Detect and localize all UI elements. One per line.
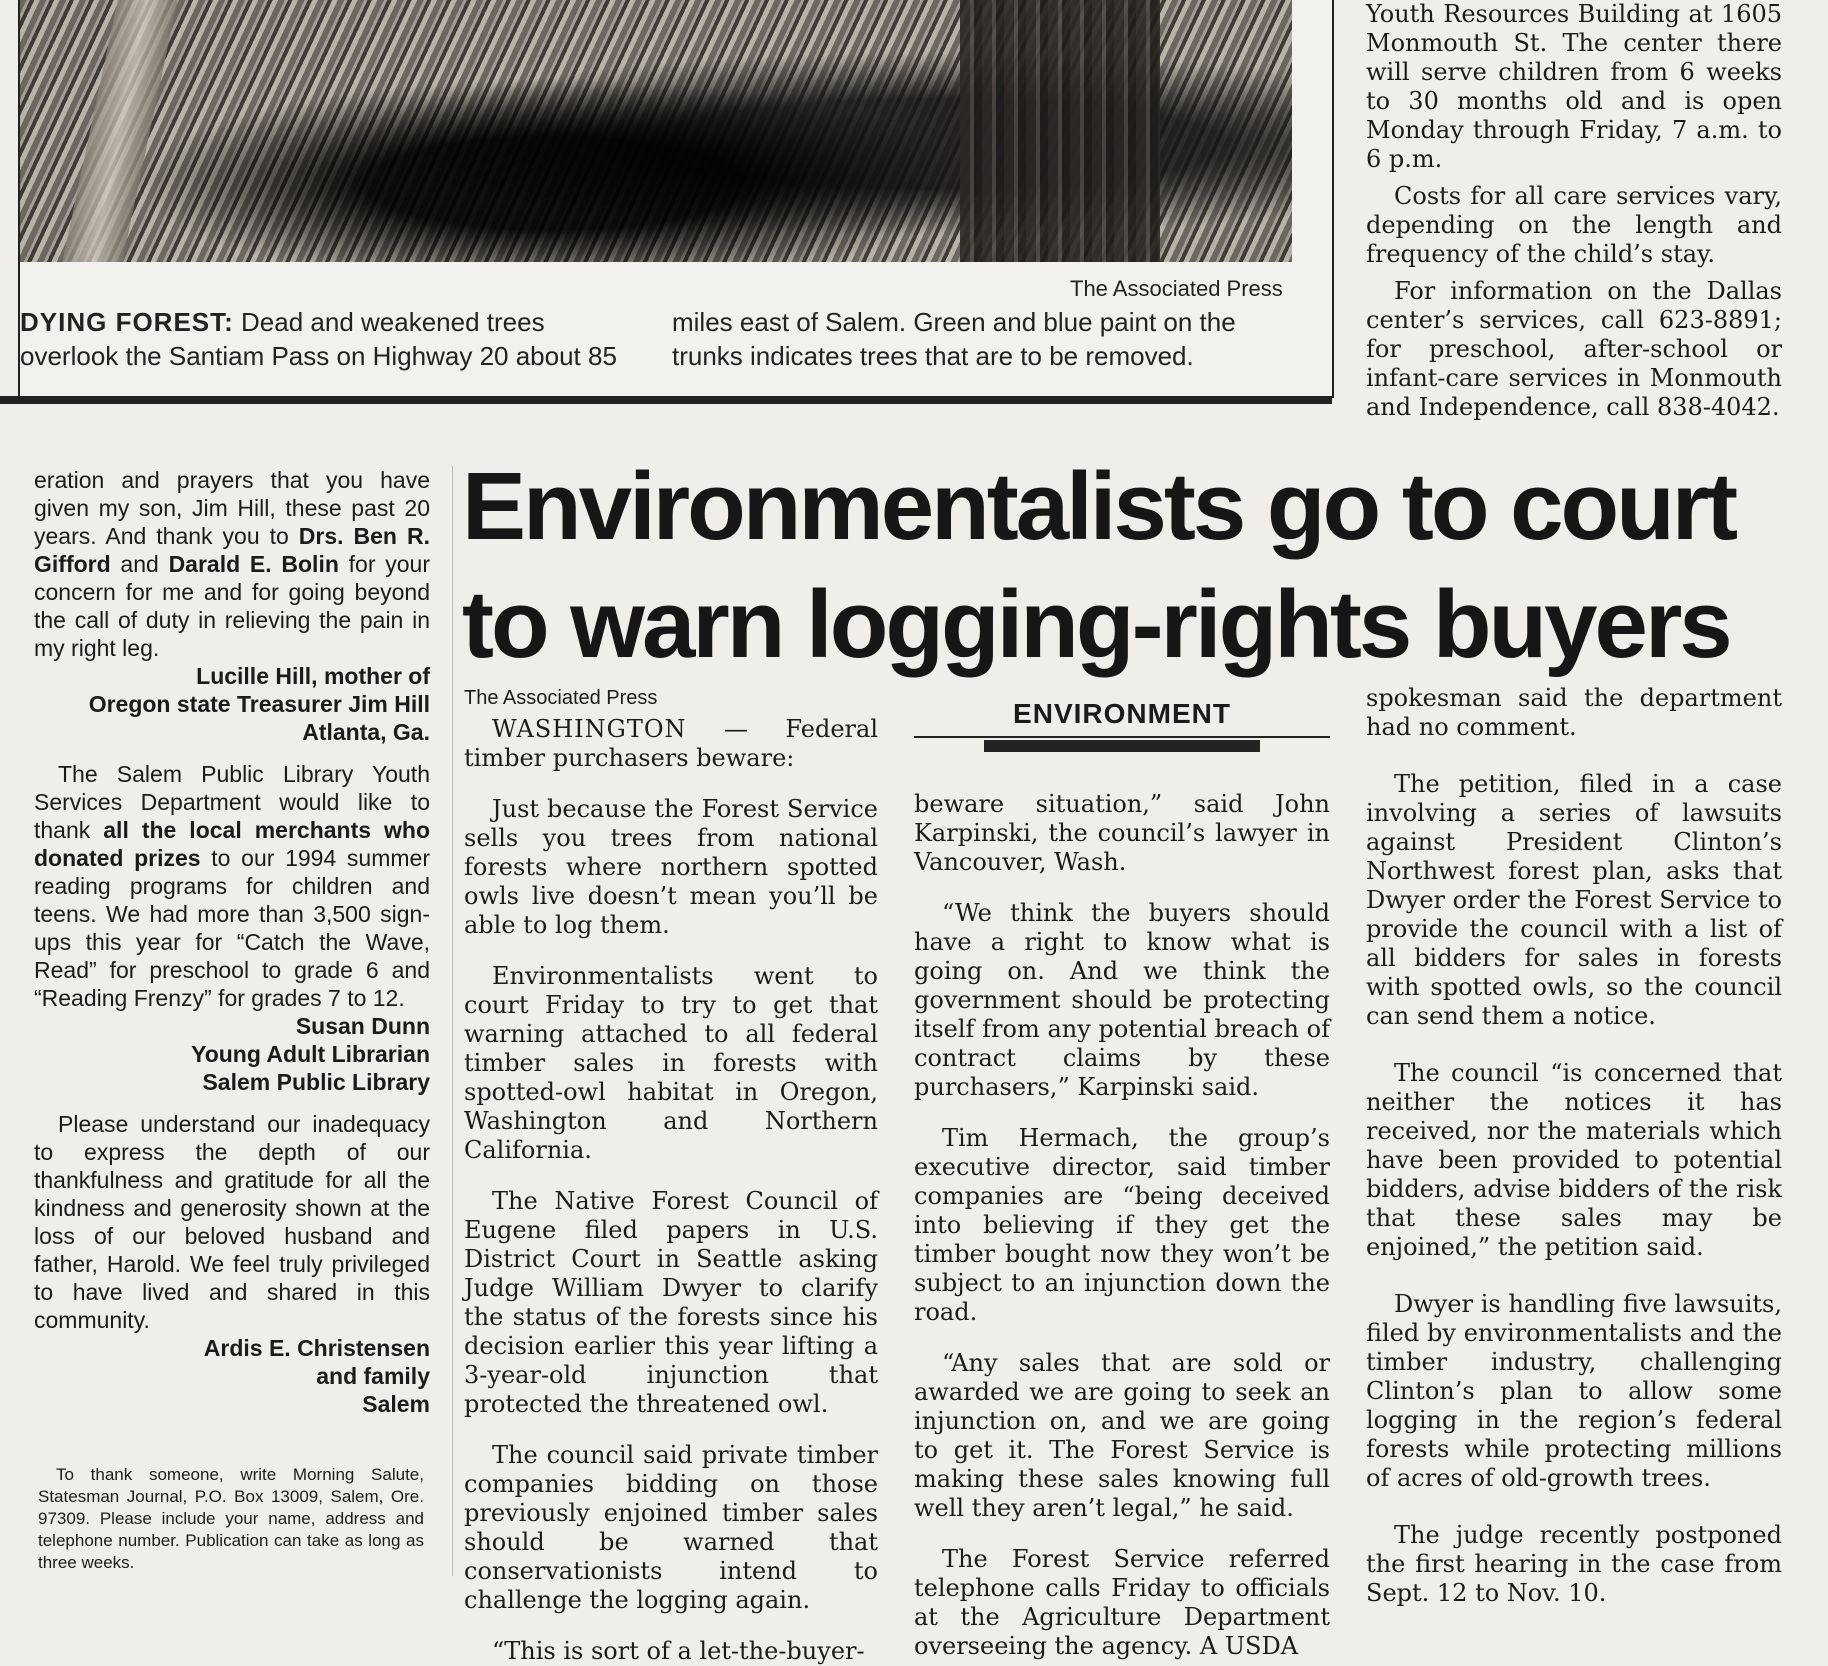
paragraph: The council “is concerned that neither the notices it has received, nor the materials which have been provided to potential bidders, advise bidders of the risk that these sales may be enjoined,” the petition said. [1366, 1059, 1782, 1261]
section-bar [984, 740, 1260, 752]
letter-signature: Susan Dunn [295, 1013, 430, 1039]
paragraph: “This is sort of a let-the-buyer- [492, 1637, 865, 1665]
paragraph: The Native Forest Council of Eugene filed papers in U.S. District Court in Seattle asking Judge William Dwyer to clarify the status of the forests since his decision earlier this year lifting a 3-year-old injunction that protected the threatened owl. [464, 1187, 878, 1418]
letter-text: eration and prayers that you have given my son, Jim Hill, these past 20 years. And thank you to [34, 467, 430, 549]
caption-text-1: Dead and weakened trees overlook the Santiam Pass on Highway 20 about 85 [20, 307, 617, 371]
paragraph: Just because the Forest Service sells you trees from national forests where northern spotted owls live doesn’t mean you’ll be able to log them. [464, 795, 878, 939]
photo-caption-left [20, 305, 640, 373]
article-column-2 [914, 790, 1330, 1661]
letter-signature: Atlanta, Ga. [302, 719, 430, 745]
paragraph: “We think the buyers should have a right to know what is going on. And we think the government should be protecting itself from any potential breach of contract claims by these purchasers,” Karpinski said. [914, 899, 1330, 1101]
letter-signature: Ardis E. Christensen [203, 1335, 430, 1361]
dateline: WASHINGTON — [492, 715, 749, 743]
caption-label: DYING FOREST: [20, 307, 234, 337]
letter-signature: Lucille Hill, mother of [196, 663, 430, 689]
letter-text: to our 1994 summer reading programs for children and teens. We had more than 3,500 sign-ups this year for “Catch the Wave, Read” for preschool to grade 6 and “Reading Frenzy” for grades 7 to 12. [34, 845, 430, 1011]
letter-signature: Oregon state Treasurer Jim Hill [88, 691, 430, 717]
section-label: ENVIRONMENT [1013, 698, 1231, 729]
paragraph: beware situation,” said John Karpinski, the council’s lawyer in Vancouver, Wash. [914, 790, 1330, 876]
paragraph: The Forest Service referred telephone calls Friday to officials at the Agriculture Department overseeing the agency. A USDA [914, 1545, 1330, 1660]
column-divider [452, 466, 453, 1576]
thank-you-letter [34, 1110, 430, 1418]
paragraph-text: Federal timber purchasers beware: [464, 715, 878, 772]
thank-you-letter [34, 466, 430, 746]
paragraph: Costs for all care services vary, depending on the length and frequency of the child’s stay. [1366, 182, 1782, 268]
paragraph: Dwyer is handling five lawsuits, filed by environmentalists and the timber industry, challenging Clinton’s plan to allow some logging in the region’s federal forests while protecting millions of acres of old-growth trees. [1366, 1290, 1782, 1492]
article-column-1 [464, 684, 878, 1666]
headline-line: Environmentalists go to court [462, 453, 1736, 560]
letter-signature: and family [316, 1363, 430, 1389]
article-column-3 [1366, 684, 1782, 1608]
letter-bold-name: all the local merchants who donated prizes [34, 817, 431, 871]
photo-caption-right: miles east of Salem. Green and blue paint on the trunks indicates trees that are to be removed. [672, 307, 1236, 371]
letter-body: Please understand our inadequacy to express the depth of our thankfulness and gratitude for all the kindness and generosity shown at the loss of our beloved husband and father, Harold. We feel truly privileged to have lived and shared in this community. [34, 1111, 430, 1333]
paragraph: The petition, filed in a case involving a series of lawsuits against President Clinton’s Northwest forest plan, asks that Dwyer order the Forest Service to provide the council with a list of all bidders for sales in forests with spotted owls, so the council can send them a notice. [1366, 770, 1782, 1030]
letter-text: for your concern for me and for going beyond the call of duty in relieving the pain in my right leg. [34, 551, 430, 661]
paragraph: Youth Resources Building at 1605 Monmouth St. The center there will serve children from 6 weeks to 30 months old and is open Monday through Friday, 7 a.m. to 6 p.m. [1366, 0, 1782, 173]
child-care-story-continuation [1366, 0, 1782, 422]
paragraph: Tim Hermach, the group’s executive director, said timber companies are “being deceived into believing if they get the timber bought now they won’t be subject to an injunction down the road. [914, 1124, 1330, 1326]
headline-line: to warn logging-rights buyers [462, 571, 1730, 678]
paragraph: Environmentalists went to court Friday to try to get that warning attached to all federal timber sales in forests with spotted-owl habitat in Oregon, Washington and Northern California. [464, 962, 878, 1164]
thank-you-letter [34, 760, 430, 1096]
paragraph: The judge recently postponed the first hearing in the case from Sept. 12 to Nov. 10. [1366, 1521, 1782, 1607]
letter-body [34, 466, 430, 662]
article-byline: The Associated Press [464, 687, 658, 709]
letter-text: The Salem Public Library Youth Services Department would like to thank [34, 761, 430, 843]
morning-salute-column [34, 466, 430, 1432]
paragraph: For information on the Dallas center’s services, call 623-8891; for preschool, after-school or infant-care services in Monmouth and Independence, call 838-4042. [1366, 277, 1782, 421]
section-rule [914, 736, 1330, 738]
paragraph: spokesman said the department had no comment. [1366, 684, 1782, 741]
letter-signature: Salem Public Library [202, 1069, 430, 1095]
letter-signature: Young Adult Librarian [191, 1041, 430, 1067]
letter-text: and [110, 551, 169, 577]
paragraph [464, 715, 878, 773]
photo-credit: The Associated Press [1070, 276, 1283, 301]
paragraph: The council said private timber companies bidding on those previously enjoined timber sales should be warned that conservationists intend to challenge the logging again. [464, 1441, 878, 1614]
article-headline [462, 448, 1782, 684]
letter-body [34, 760, 430, 1012]
letter-bold-name: Darald E. Bolin [168, 551, 339, 577]
letter-signature: Salem [362, 1391, 430, 1417]
submission-note: To thank someone, write Morning Salute, Statesman Journal, P.O. Box 13009, Salem, Ore. 97309. Please include your name, address and telephone number. Publication can take as long as three weeks. [38, 1465, 424, 1572]
letter-bold-name: Drs. Ben R. Gifford [34, 523, 430, 577]
paragraph: “Any sales that are sold or awarded we are going to seek an injunction on, and we are going to get it. The Forest Service is making these sales knowing full well they aren’t legal,” he said. [914, 1349, 1330, 1522]
section-divider-rule [0, 396, 1332, 404]
photo-tree-trunk [960, 0, 1160, 262]
